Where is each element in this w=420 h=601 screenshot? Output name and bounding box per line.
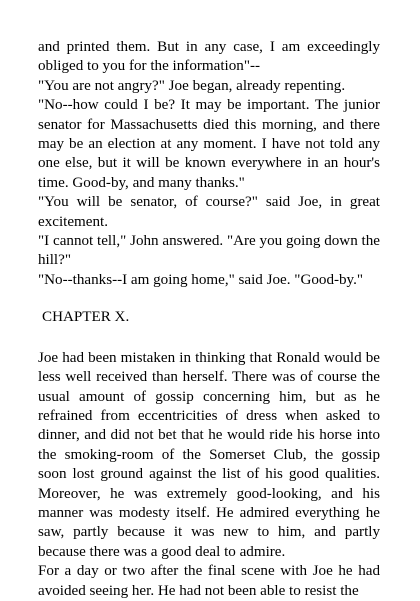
dialogue-paragraph: "No--how could I be? It may be important. The junior senator for Massachusetts died this morning, and there may be an election at any moment. I have not told any one else, but it will be known everywhere in an hour's time. Good-by, and many thanks.": [38, 97, 380, 191]
dialogue-paragraph: "You are not angry?" Joe began, already repenting.: [38, 77, 346, 94]
body-paragraph: Joe had been mistaken in thinking that Ronald would be less well received than herself. There was of course the usual amount of gossip concerning him, but as he refrained from eccentricities of dress when asked to dinner, and did not bet that he would ride his horse into the smoking-room of the Somerset Club, the gossip soon lost ground against the list of his good qualities. Moreover, he was extremely good-looking, and his manner was modesty itself. He admired everything he saw, partly because it was new to him, and partly because there was a good deal to admire.: [38, 349, 380, 560]
chapter-heading: CHAPTER X.: [42, 309, 130, 326]
book-page: [38, 38, 380, 601]
dialogue-paragraph: "I cannot tell," John answered. "Are you going down the hill?": [38, 233, 380, 269]
dialogue-paragraph: and printed them. But in any case, I am exceedingly obliged to you for the information"--: [38, 39, 380, 75]
dialogue-paragraph: "You will be senator, of course?" said Joe, in great excitement.: [38, 194, 380, 230]
dialogue-paragraph: "No--thanks--I am going home," said Joe. "Good-by.": [38, 271, 364, 288]
body-paragraph: For a day or two after the final scene with Joe he had avoided seeing her. He had not been able to resist the: [38, 563, 380, 599]
